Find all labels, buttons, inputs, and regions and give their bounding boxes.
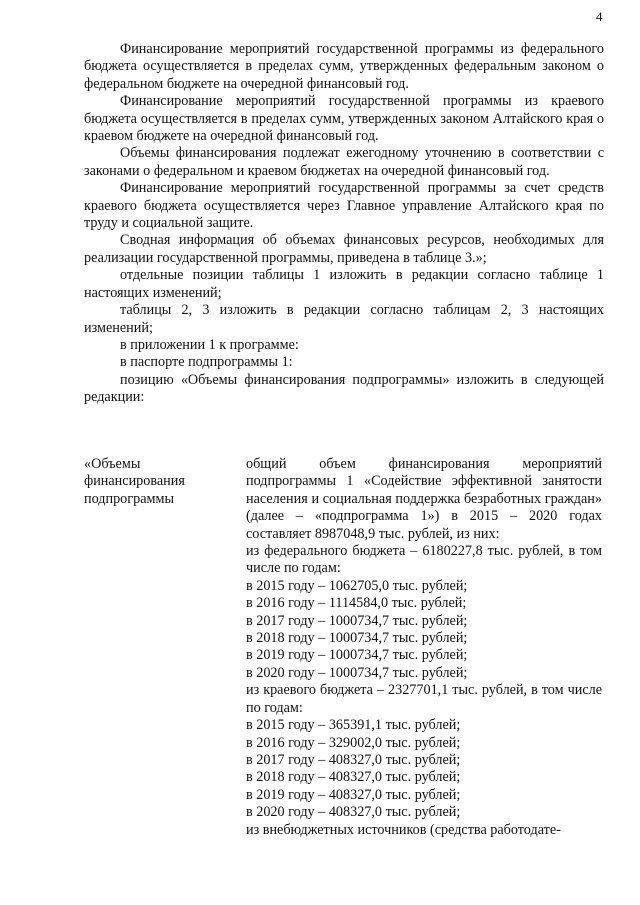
paragraph: отдельные позиции таблицы 1 изложить в редакции согласно таблице 1 настоящих изменений; [84,267,604,301]
paragraph: Объемы финансирования подлежат ежегодному уточнению в соответствии с законами о федеральном и краевом бюджетах на очередной финансовый год. [84,145,604,179]
passport-line: из федерального бюджета – 6180227,8 тыс. рублей, в том числе по годам: [246,543,602,577]
paragraph: Финансирование мероприятий государственной программы за счет средств краевого бюджета осуществляется через Главное управление Алтайского края по труду и социальной защите. [84,180,604,232]
passport-line: в 2018 году – 1000734,7 тыс. рублей; [246,630,468,647]
passport-line: в 2015 году – 1062705,0 тыс. рублей; [246,577,468,594]
paragraph: Финансирование мероприятий государственной программы из федерального бюджета осуществляется в пределах сумм, утвержденных федеральным законом о федеральном бюджете на очередной финансовый год. [84,41,604,92]
passport-line: в 2019 году – 1000734,7 тыс. рублей; [246,647,468,664]
passport-line: в 2017 году – 408327,0 тыс. рублей; [246,751,461,768]
passport-line: из краевого бюджета – 2327701,1 тыс. рублей, в том числе по годам: [246,682,602,716]
passport-line: в 2019 году – 408327,0 тыс. рублей; [246,786,461,803]
paragraph: позицию «Объемы финансирования подпрограммы» изложить в следующей редакции: [84,371,604,406]
paragraph: в приложении 1 к программе: [120,336,299,353]
paragraph: таблицы 2, 3 изложить в редакции согласно таблицам 2, 3 настоящих изменений; [84,302,604,336]
page-number: 4 [596,9,603,24]
passport-line: в 2017 году – 1000734,7 тыс. рублей; [246,612,468,629]
passport-line: из внебюджетных источников (средства работодате- [246,821,561,838]
document-body [84,41,604,407]
passport-line: в 2020 году – 1000734,7 тыс. рублей; [246,664,468,681]
passport-table [84,456,604,839]
paragraph: в паспорте подпрограммы 1: [120,354,293,371]
passport-content [246,456,602,839]
passport-line: в 2015 году – 365391,1 тыс. рублей; [246,717,461,734]
passport-line: в 2018 году – 408327,0 тыс. рублей; [246,769,461,786]
passport-line: в 2016 году – 329002,0 тыс. рублей; [246,734,461,751]
passport-label: «Объемы финансирования подпрограммы [84,456,185,507]
passport-line: в 2020 году – 408327,0 тыс. рублей; [246,804,461,821]
paragraph: Сводная информация об объемах финансовых ресурсов, необходимых для реализации государственной программы, приведена в таблице 3.»; [84,232,604,266]
paragraph: Финансирование мероприятий государственной программы из краевого бюджета осуществляется в пределах сумм, утвержденных законом Алтайского края о краевом бюджете на очередной финансовый год. [84,93,604,145]
passport-line: общий объем финансирования мероприятий подпрограммы 1 «Содействие эффективной занятости населения и социальная поддержка безработных граждан» (далее – «подпрограмма 1») в 2015 – 2020 годах составляет 8987048,9 тыс. рублей, из них: [246,456,602,542]
passport-line: в 2016 году – 1114584,0 тыс. рублей; [246,595,467,612]
